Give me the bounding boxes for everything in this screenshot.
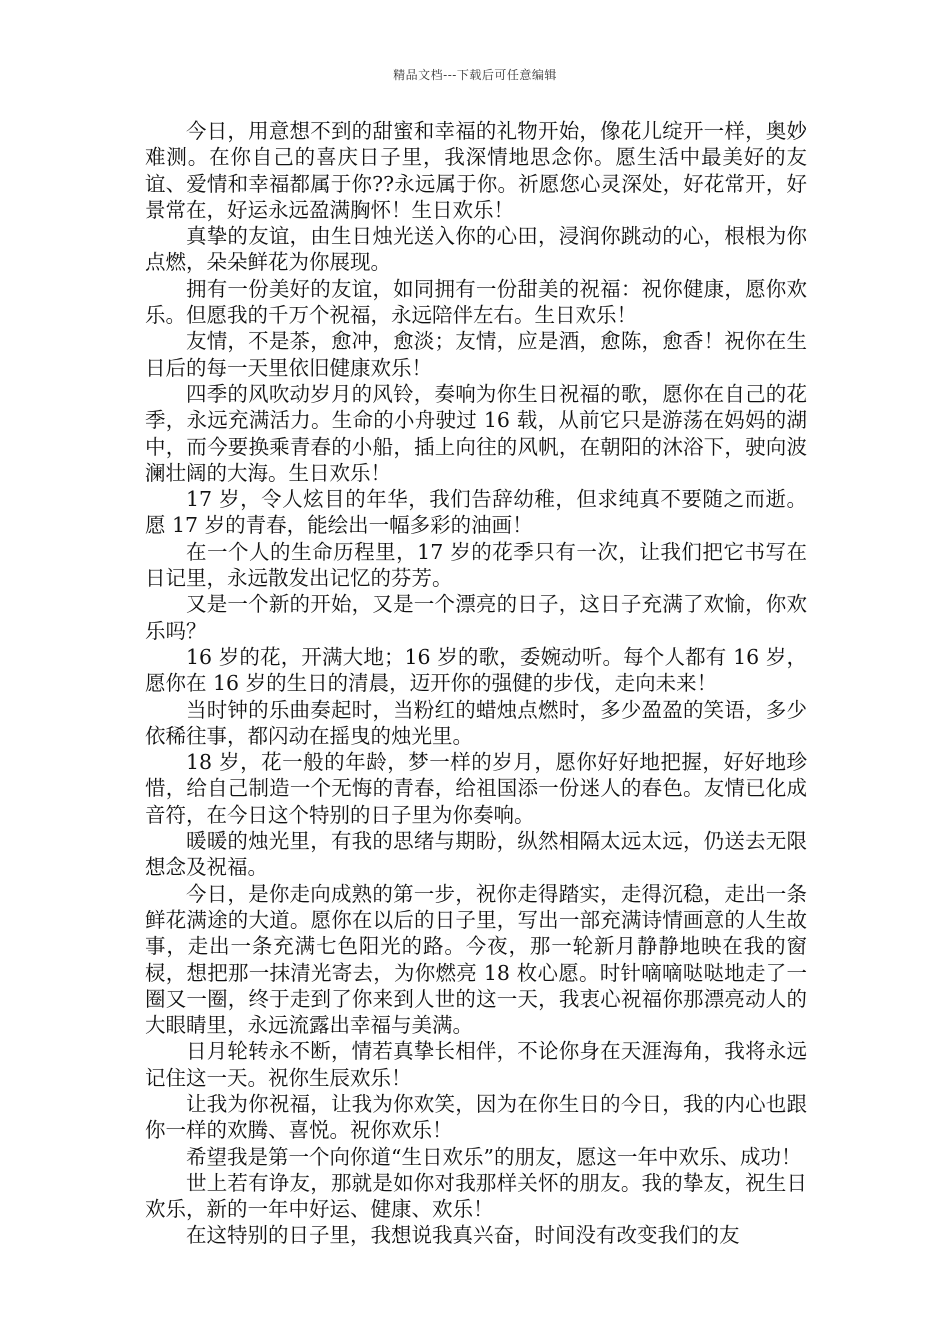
paragraph: 友情，不是茶，愈冲，愈淡；友情，应是酒，愈陈，愈香！祝你在生日后的每一天里依旧健康欢乐！ [145,329,807,380]
paragraph: 在这特别的日子里，我想说我真兴奋，时间没有改变我们的友 [186,1223,740,1248]
paragraph: 今日，是你走向成熟的第一步，祝你走得踏实，走得沉稳，走出一条鲜花满途的大道。愿你在以后的日子里，写出一部充满诗情画意的人生故事，走出一条充满七色阳光的路。今夜，那一轮新月静静地映在我的窗棂，想把那一抹清光寄去，为你燃亮 18 枚心愿。时针嘀嘀哒哒地走了一圈又一圈，终于走到了你来到人世的这一天，我衷心祝福你那漂亮动人的大眼睛里，永远流露出幸福与美满。 [145,881,807,1038]
paragraph: 今日，用意想不到的甜蜜和幸福的礼物开始，像花儿绽开一样，奥妙难测。在你自己的喜庆日子里，我深情地思念你。愿生活中最美好的友谊、爱情和幸福都属于你??永远属于你。祈愿您心灵深处，好花常开，好景常在，好运永远盈满胸怀！生日欢乐！ [145,119,807,222]
paragraph: 世上若有诤友，那就是如你对我那样关怀的朋友。我的挚友，祝生日欢乐，新的一年中好运、健康、欢乐！ [145,1170,807,1222]
article-body [145,118,807,1249]
paragraph: 希望我是第一个向你道“生日欢乐”的朋友，愿这一年中欢乐、成功！ [186,1144,802,1169]
paragraph: 当时钟的乐曲奏起时，当粉红的蜡烛点燃时，多少盈盈的笑语，多少依稀往事，都闪动在摇曳的烛光里。 [145,697,807,748]
paragraph: 让我为你祝福，让我为你欢笑，因为在你生日的今日，我的内心也跟你一样的欢腾、喜悦。祝你欢乐！ [145,1091,807,1143]
paragraph: 16 岁的花，开满大地；16 岁的歌，委婉动听。每个人都有 16 岁，愿你在 16 岁的生日的清晨，迈开你的强健的步伐，走向未来！ [145,644,807,696]
paragraph: 日月轮转永不断，情若真挚长相伴，不论你身在天涯海角，我将永远记住这一天。祝你生辰欢乐！ [145,1039,807,1090]
paragraph: 拥有一份美好的友谊，如同拥有一份甜美的祝福：祝你健康，愿你欢乐。但愿我的千万个祝福，永远陪伴左右。生日欢乐！ [145,276,807,328]
paragraph: 17 岁，令人炫目的年华，我们告辞幼稚，但求纯真不要随之而逝。愿 17 岁的青春，能绘出一幅多彩的油画！ [145,487,807,538]
paragraph: 真挚的友谊，由生日烛光送入你的心田，浸润你跳动的心，根根为你点燃，朵朵鲜花为你展现。 [145,224,807,275]
paragraph: 又是一个新的开始，又是一个漂亮的日子，这日子充满了欢愉，你欢乐吗？ [145,592,807,643]
paragraph: 在一个人的生命历程里，17 岁的花季只有一次，让我们把它书写在日记里，永远散发出记忆的芬芳。 [145,539,807,591]
page-header: 精品文档---下载后可任意编辑 [393,68,557,82]
paragraph: 暖暖的烛光里，有我的思绪与期盼，纵然相隔太远太远，仍送去无限想念及祝福。 [145,829,807,880]
paragraph: 四季的风吹动岁月的风铃，奏响为你生日祝福的歌，愿你在自己的花季，永远充满活力。生命的小舟驶过 16 载，从前它只是游荡在妈妈的湖中，而今要换乘青春的小船，插上向往的风帆，在朝阳的沐浴下，驶向波澜壮阔的大海。生日欢乐！ [145,381,807,485]
paragraph: 18 岁，花一般的年龄，梦一样的岁月，愿你好好地把握，好好地珍惜，给自己制造一个无悔的青春，给祖国添一份迷人的春色。友情已化成音符，在今日这个特别的日子里为你奏响。 [145,750,807,827]
